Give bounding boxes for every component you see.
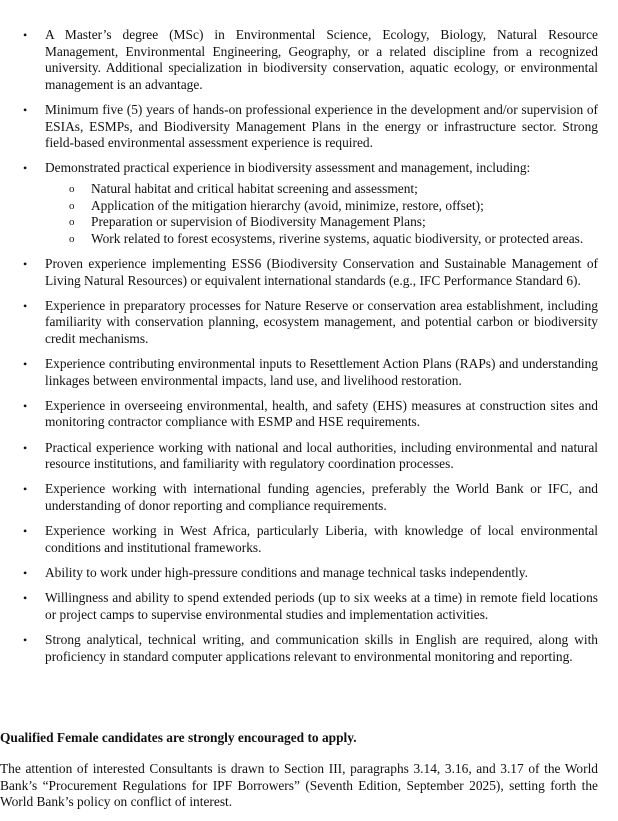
- requirement-sublist: [45, 181, 598, 247]
- sub-requirement-text: Natural habitat and critical habitat screening and assessment;: [91, 180, 418, 196]
- requirement-text: A Master’s degree (MSc) in Environmental Science, Ecology, Biology, Natural Resource Management, Environmental Engineering, Geography, or a related discipline from a recognized university. Additional specialization in biodiversity conservation, aquatic ecology, or environmental management is an advantage.: [45, 27, 598, 92]
- hollow-bullet-icon: o: [69, 199, 75, 212]
- requirement-item: [0, 590, 598, 623]
- bullet-icon: •: [23, 161, 28, 176]
- requirement-item: [0, 356, 598, 389]
- requirement-item: [0, 298, 598, 348]
- conflict-of-interest-paragraph: The attention of interested Consultants is drawn to Section III, paragraphs 3.14, 3.16, and 3.17 of the World Bank’s “Procurement Regulations for IPF Borrowers” (Seventh Edition, September 2025), setting forth the World Bank’s policy on conflict of interest.: [0, 761, 598, 810]
- bullet-icon: •: [23, 298, 28, 313]
- requirement-item: [0, 565, 598, 582]
- requirement-item: [0, 481, 598, 514]
- bullet-icon: •: [23, 398, 28, 413]
- sub-requirement-text: Preparation or supervision of Biodiversity Management Plans;: [91, 214, 426, 230]
- requirement-text: Proven experience implementing ESS6 (Biodiversity Conservation and Sustainable Management of Living Natural Resources) or equivalent international standards (e.g., IFC Performance Standard 6).: [45, 255, 598, 288]
- requirement-item: [0, 632, 598, 665]
- requirement-text: Experience working with international funding agencies, preferably the World Bank or IFC, and understanding of donor reporting and compliance requirements.: [45, 481, 598, 513]
- requirement-item: [0, 160, 598, 247]
- requirement-item: [0, 27, 598, 93]
- requirement-item: [0, 398, 598, 431]
- bullet-icon: •: [23, 256, 28, 271]
- requirement-item: [0, 440, 598, 473]
- requirement-text: Practical experience working with national and local authorities, including environmental and natural resource institutions, and familiarity with regulatory coordination processes.: [45, 439, 598, 472]
- sub-requirement-text: Work related to forest ecosystems, riverine systems, aquatic biodiversity, or protected areas.: [91, 230, 584, 246]
- requirement-item: [0, 102, 598, 152]
- requirement-text: Minimum five (5) years of hands-on professional experience in the development and/or supervision of ESIAs, ESMPs, and Biodiversity Management Plans in the energy or infrastructure sector. Strong field-based environmental assessment experience is required.: [45, 101, 598, 151]
- requirement-text: Experience in preparatory processes for Nature Reserve or conservation area establishment, including familiarity with conservation planning, ecosystem management, and potential carbon or biodiversity credit mechanisms.: [45, 297, 598, 346]
- bullet-icon: •: [23, 440, 28, 455]
- requirement-text: Experience in overseeing environmental, health, and safety (EHS) measures at construction sites and monitoring contractor compliance with ESMP and HSE requirements.: [45, 397, 598, 430]
- sub-requirement-item: [45, 214, 598, 231]
- bullet-icon: •: [23, 591, 28, 606]
- sub-requirement-text: Application of the mitigation hierarchy (avoid, minimize, restore, offset);: [91, 197, 484, 213]
- bullet-icon: •: [23, 28, 28, 42]
- female-candidates-notice: Qualified Female candidates are strongly encouraged to apply.: [0, 730, 357, 745]
- requirement-text: Experience working in West Africa, particularly Liberia, with knowledge of local environmental conditions and institutional frameworks.: [45, 523, 598, 555]
- bullet-icon: •: [23, 632, 28, 647]
- bullet-icon: •: [23, 524, 28, 539]
- hollow-bullet-icon: o: [69, 232, 75, 245]
- bullet-icon: •: [23, 357, 28, 372]
- requirement-text: Ability to work under high-pressure conditions and manage technical tasks independently.: [45, 564, 528, 580]
- hollow-bullet-icon: o: [69, 182, 75, 195]
- requirement-item: [0, 523, 598, 556]
- bullet-icon: •: [23, 482, 28, 497]
- requirement-text: Demonstrated practical experience in biodiversity assessment and management, including:: [45, 160, 531, 176]
- hollow-bullet-icon: o: [69, 216, 75, 229]
- requirements-list: [0, 27, 598, 674]
- requirement-item: [0, 256, 598, 289]
- sub-requirement-item: [45, 181, 598, 198]
- requirement-text: Strong analytical, technical writing, and communication skills in English are required, along with proficiency in standard computer applications relevant to environmental monitoring and reporting.: [45, 631, 598, 664]
- bullet-icon: •: [23, 102, 28, 117]
- requirement-text: Willingness and ability to spend extended periods (up to six weeks at a time) in remote field locations or project camps to supervise environmental studies and implementation activities.: [45, 590, 598, 622]
- sub-requirement-item: [45, 231, 598, 248]
- bullet-icon: •: [23, 565, 28, 580]
- sub-requirement-item: [45, 198, 598, 215]
- requirement-text: Experience contributing environmental inputs to Resettlement Action Plans (RAPs) and understanding linkages between environmental impacts, land use, and livelihood restoration.: [45, 356, 598, 388]
